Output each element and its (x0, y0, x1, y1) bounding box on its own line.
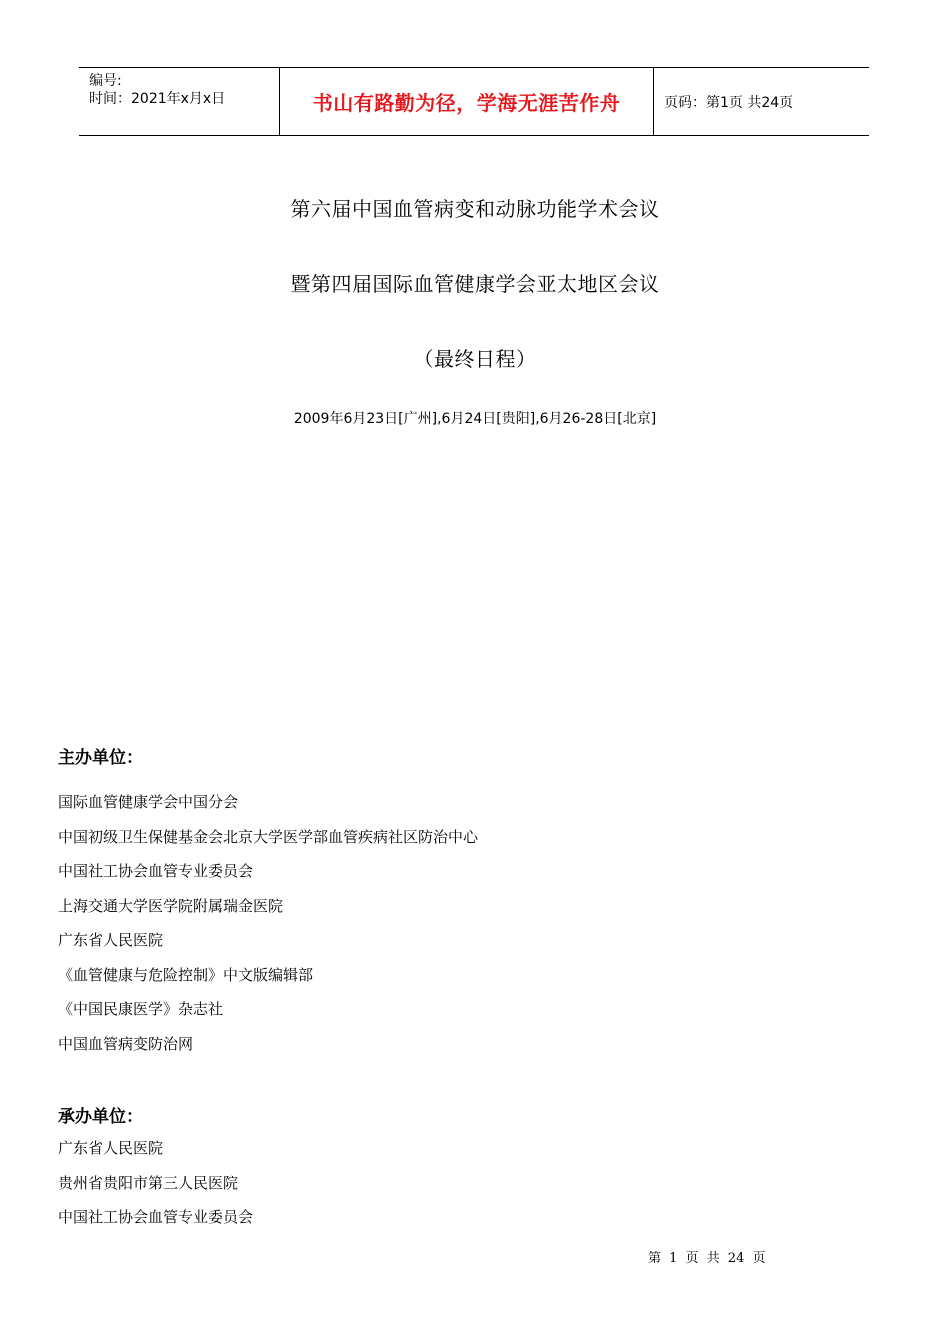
conference-title-line1: 第六届中国血管病变和动脉功能学术会议 (290, 197, 660, 221)
document-header (79, 67, 869, 136)
list-item: 贵州省贵阳市第三人民医院 (58, 1173, 239, 1192)
list-item: 广东省人民医院 (58, 1139, 164, 1157)
list-item: 中国血管病变防治网 (58, 1034, 194, 1053)
schedule-subtitle: （最终日程） (413, 347, 537, 371)
header-motto-cell (280, 68, 654, 135)
list-item: 《中国民康医学》杂志社 (58, 1000, 224, 1018)
list-item: 中国社工协会血管专业委员会 (58, 1208, 254, 1226)
list-item: 广东省人民医院 (58, 931, 164, 949)
list-item: 中国初级卫生保健基金会北京大学医学部血管疾病社区防治中心 (58, 827, 479, 846)
conference-dates: 2009年6月23日[广州],6月24日[贵阳],6月26-28日[北京] (293, 411, 657, 427)
organizers-heading: 承办单位： (58, 1107, 143, 1127)
list-item: 国际血管健康学会中国分会 (58, 793, 239, 811)
organizers-list (58, 1138, 253, 1242)
time-label: 时间：2021年x月x日 (89, 91, 226, 107)
header-meta-cell (79, 68, 280, 135)
serial-number-label: 编号: (89, 73, 122, 89)
page-footer: 第 1 页 共 24 页 (648, 1251, 766, 1266)
sponsors-heading: 主办单位： (58, 748, 143, 768)
conference-title-line2: 暨第四届国际血管健康学会亚太地区会议 (290, 272, 660, 296)
list-item: 《血管健康与危险控制》中文版编辑部 (58, 965, 314, 984)
list-item: 上海交通大学医学院附属瑞金医院 (58, 896, 284, 915)
header-motto: 书山有路勤为径，学海无涯苦作舟 (312, 91, 621, 115)
header-page-cell (654, 68, 869, 135)
sponsors-list (58, 792, 478, 1068)
header-page-info: 页码：第1页 共24页 (664, 94, 794, 111)
list-item: 中国社工协会血管专业委员会 (58, 862, 254, 880)
